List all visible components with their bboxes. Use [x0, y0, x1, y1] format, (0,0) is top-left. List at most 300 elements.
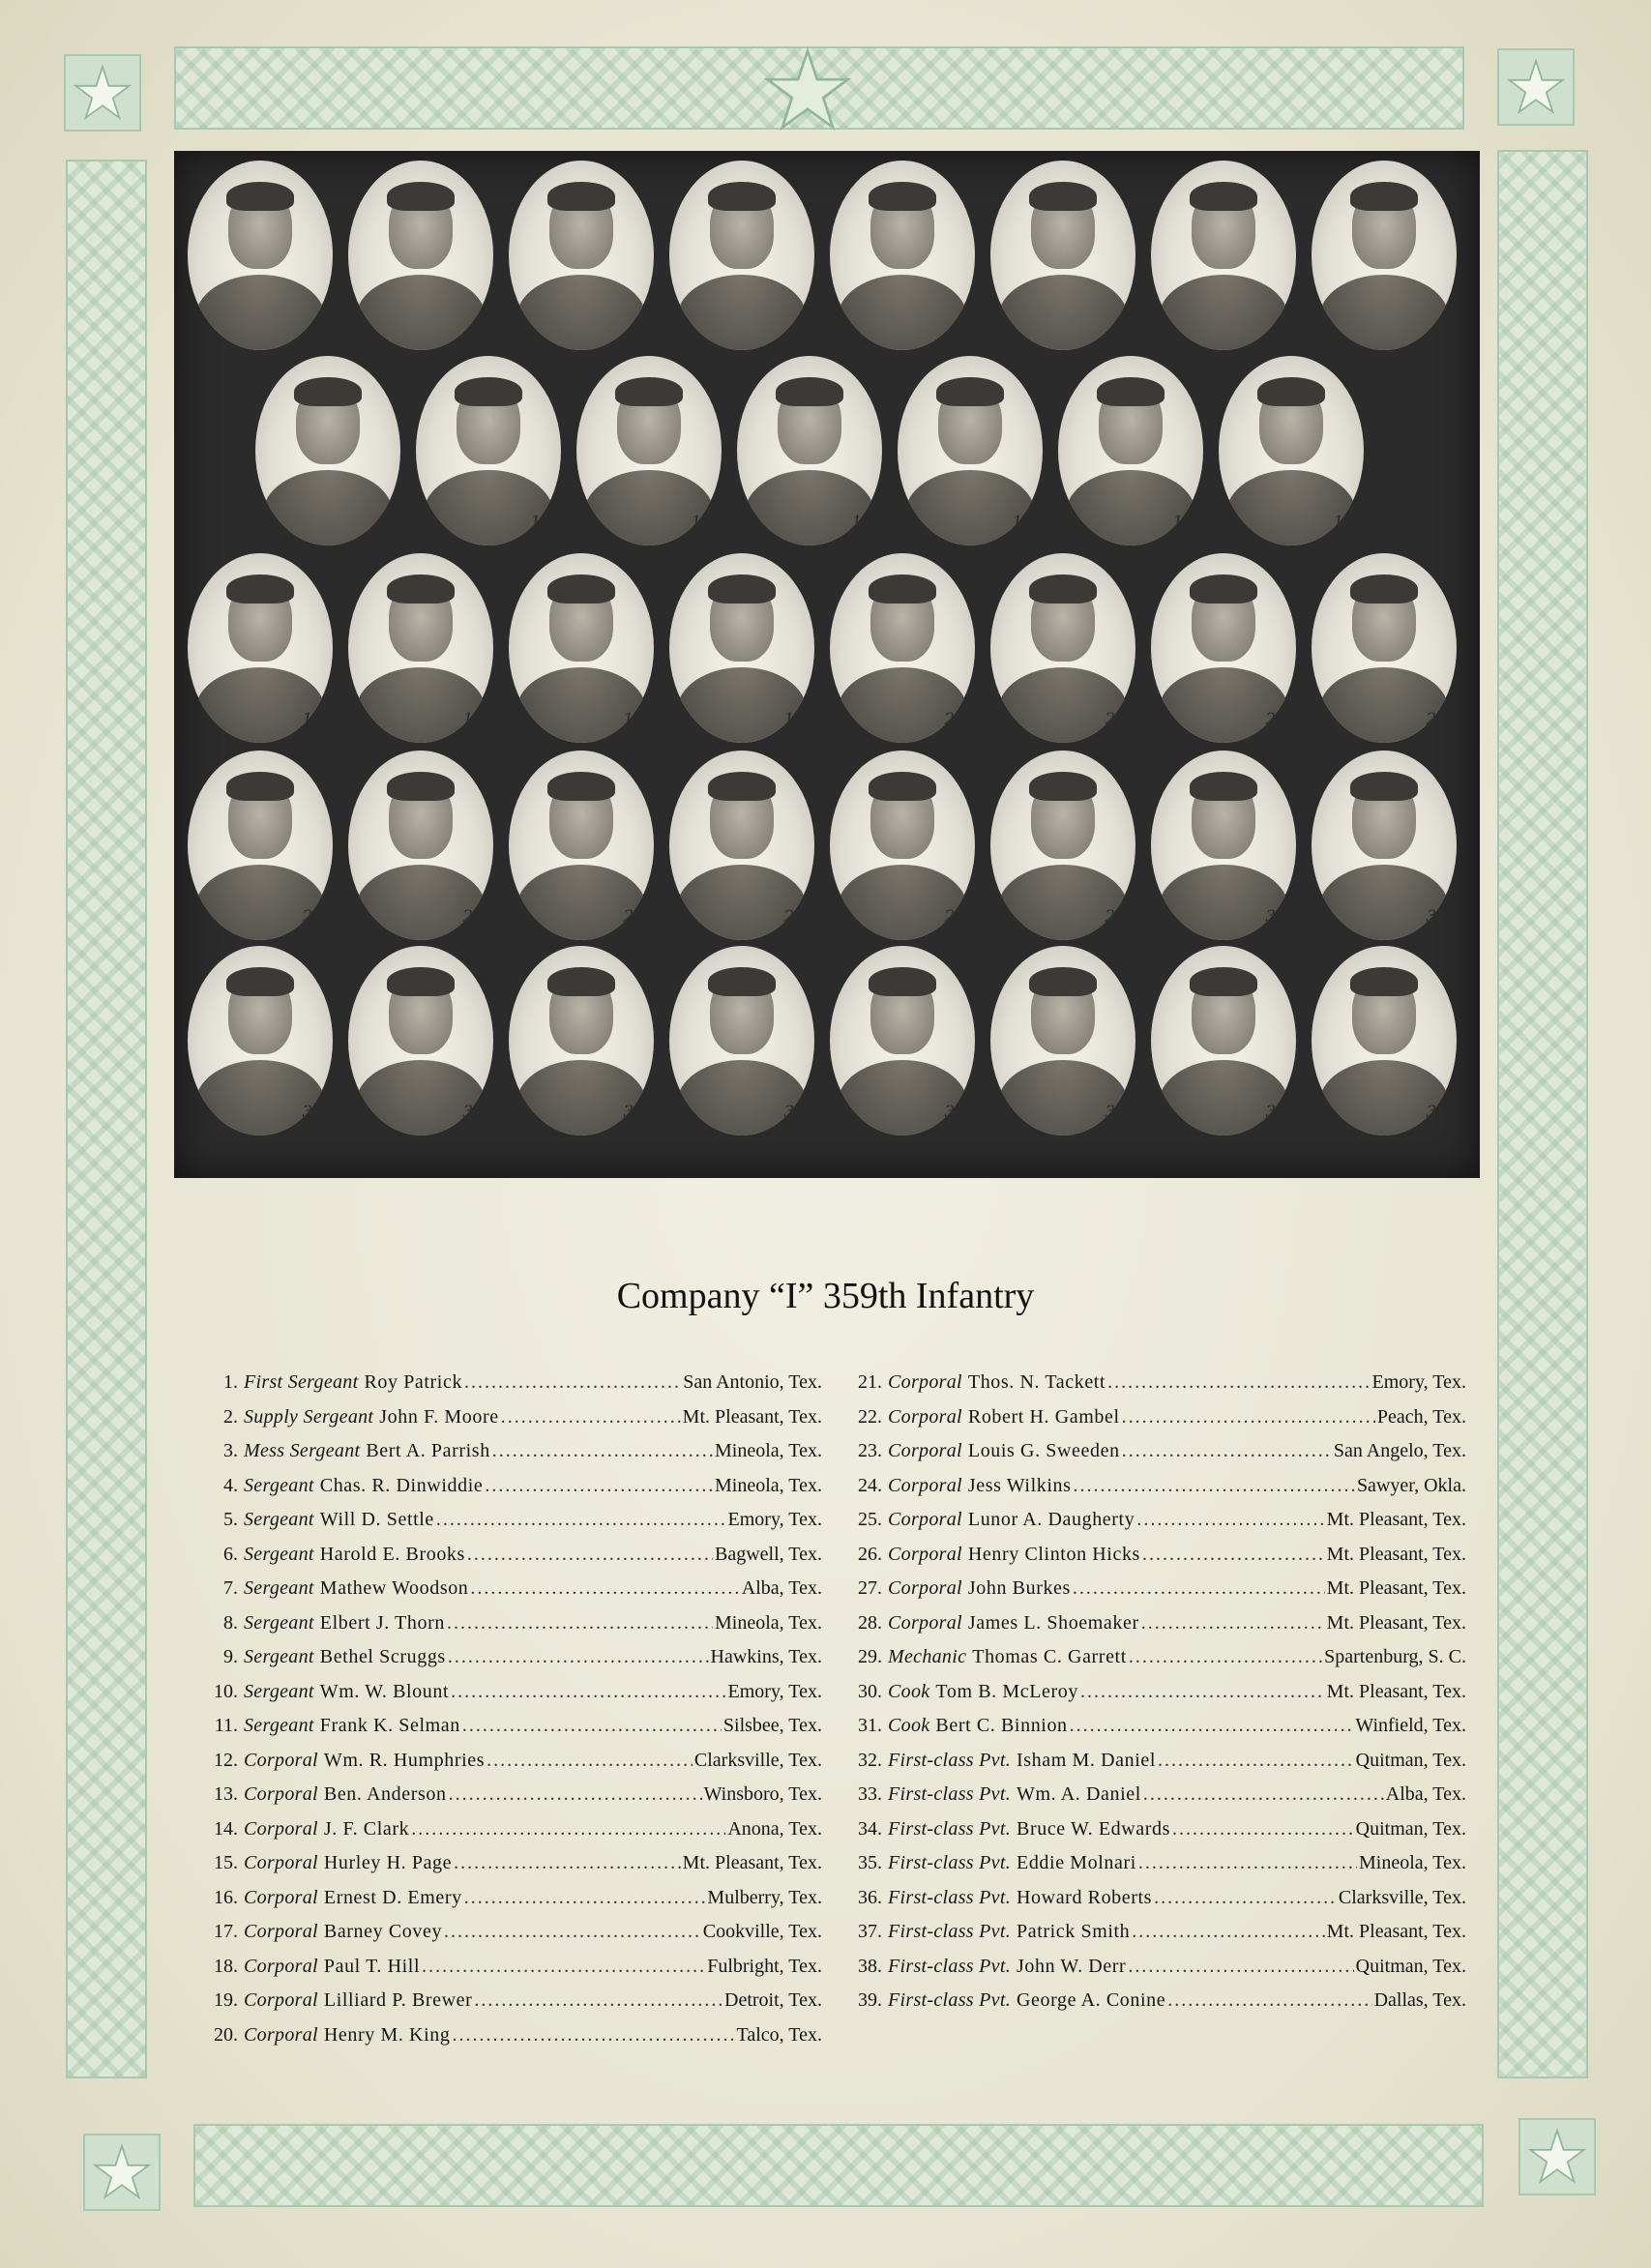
portrait-number: 8: [1436, 317, 1447, 337]
roster-name: Paul T. Hill: [323, 1955, 421, 1977]
roster-entry: [193, 1612, 822, 1647]
portrait-number: 9: [380, 513, 391, 532]
roster-name: Roy Patrick: [364, 1371, 463, 1393]
roster-entry: [193, 1852, 822, 1887]
roster-number: 34.: [858, 1817, 882, 1840]
roster-name: John W. Derr: [1017, 1955, 1127, 1977]
roster-column-right: [838, 1371, 1466, 2024]
soldier-portrait: [830, 751, 975, 940]
roster-name: Barney Covey: [323, 1921, 443, 1942]
roster-hometown: Mineola, Tex.: [715, 1440, 822, 1461]
roster-rank: Sergeant: [244, 1611, 314, 1634]
portrait-number: 36: [944, 1103, 965, 1122]
soldier-portrait: [737, 356, 882, 545]
roster-name: Robert H. Gambel: [967, 1405, 1120, 1428]
roster-number: 20.: [214, 2023, 238, 2046]
roster-hometown: Mineola, Tex.: [715, 1474, 822, 1496]
roster-rank: Corporal: [888, 1440, 962, 1461]
portrait-number: 14: [1172, 513, 1194, 532]
roster-rank: First Sergeant: [244, 1371, 359, 1393]
roster-entry: [838, 1989, 1466, 2024]
dot-leader: [1167, 1989, 1371, 2012]
roster-rank: Corporal: [244, 1955, 318, 1977]
roster-entry: [838, 1956, 1466, 1990]
roster-name: J. F. Clark: [323, 1817, 410, 1840]
soldier-portrait: [255, 356, 400, 545]
roster-rank: Sergeant: [244, 1577, 314, 1599]
roster-hometown: Detroit, Tex.: [724, 1989, 822, 2011]
dot-leader: [485, 1475, 713, 1497]
soldier-portrait: [830, 946, 975, 1135]
roster-rank: First-class Pvt.: [888, 1783, 1012, 1805]
right-border-ornament: [1497, 150, 1588, 2078]
roster-rank: Corporal: [244, 2023, 318, 2046]
roster-entry: [193, 1406, 822, 1441]
roster-number: 8.: [223, 1611, 238, 1634]
roster-name: Bert A. Parrish: [366, 1440, 490, 1461]
roster-number: 35.: [858, 1852, 882, 1873]
roster-entry: [193, 1646, 822, 1681]
portrait-number: 37: [1105, 1103, 1126, 1122]
roster-hometown: Fulbright, Tex.: [707, 1955, 822, 1977]
roster-hometown: San Antonio, Tex.: [683, 1371, 822, 1393]
roster-entry: [193, 1715, 822, 1750]
portrait-number: 6: [1115, 317, 1126, 337]
dot-leader: [1142, 1544, 1325, 1566]
portrait-number: 28: [944, 907, 965, 927]
roster-hometown: Winsboro, Tex.: [703, 1783, 822, 1805]
roster-name: Chas. R. Dinwiddie: [319, 1474, 484, 1496]
dot-leader: [474, 1989, 722, 2012]
roster-name: Elbert J. Thorn: [319, 1611, 445, 1634]
soldier-portrait: [348, 751, 493, 940]
roster-entry: [193, 1989, 822, 2024]
roster-name: Lilliard P. Brewer: [323, 1989, 473, 2011]
dot-leader: [1136, 1509, 1324, 1531]
roster-name: Will D. Settle: [319, 1509, 434, 1530]
roster-name: Thos. N. Tackett: [967, 1371, 1106, 1393]
roster-number: 11.: [214, 1715, 238, 1736]
roster-hometown: Emory, Tex.: [727, 1680, 822, 1702]
roster-rank: Corporal: [244, 1817, 318, 1840]
soldier-portrait: [1312, 161, 1457, 350]
roster-number: 32.: [858, 1749, 882, 1771]
dot-leader: [454, 1852, 681, 1874]
portrait-row: [174, 553, 1480, 747]
roster-entry: [838, 1818, 1466, 1853]
roster-name: Henry M. King: [323, 2023, 451, 2046]
roster-rank: Cook: [888, 1715, 930, 1736]
roster-number: 18.: [214, 1955, 238, 1977]
roster-number: 14.: [214, 1817, 238, 1840]
dot-leader: [1129, 1646, 1322, 1668]
dot-leader: [448, 1646, 709, 1668]
portrait-row: [174, 356, 1480, 549]
roster-rank: Corporal: [244, 1921, 318, 1942]
roster-rank: Corporal: [888, 1405, 962, 1428]
portrait-number: 11: [691, 513, 712, 532]
soldier-portrait: [1312, 946, 1457, 1135]
dot-leader: [1070, 1715, 1354, 1737]
dot-leader: [1073, 1475, 1354, 1497]
roster-name: Wm. A. Daniel: [1017, 1783, 1141, 1805]
dot-leader: [462, 1715, 722, 1737]
dot-leader: [470, 1577, 739, 1600]
roster-number: 3.: [223, 1440, 238, 1461]
soldier-portrait: [990, 553, 1135, 743]
roster-number: 1.: [223, 1371, 238, 1393]
dot-leader: [1132, 1921, 1324, 1943]
roster-rank: Corporal: [244, 1886, 318, 1908]
soldier-portrait: [348, 946, 493, 1135]
roster-rank: First-class Pvt.: [888, 1955, 1012, 1977]
portrait-number: 24: [302, 907, 323, 927]
portrait-number: 32: [302, 1103, 323, 1122]
roster-rank: First-class Pvt.: [888, 1817, 1012, 1840]
soldier-portrait: [1151, 553, 1296, 743]
portrait-number: 35: [783, 1103, 805, 1122]
portrait-number: 10: [530, 513, 551, 532]
dot-leader: [1154, 1887, 1337, 1909]
portrait-number: 29: [1105, 907, 1126, 927]
roster-entry: [838, 1577, 1466, 1612]
roster-name: Bruce W. Edwards: [1017, 1817, 1171, 1840]
portrait-number: 23: [1426, 710, 1447, 729]
roster-number: 15.: [214, 1852, 238, 1873]
roster-number: 21.: [858, 1371, 882, 1393]
roster-rank: Corporal: [244, 1749, 318, 1771]
roster-entry: [838, 1750, 1466, 1784]
roster-rank: Corporal: [888, 1577, 962, 1599]
soldier-portrait: [509, 161, 654, 350]
roster-hometown: Mt. Pleasant, Tex.: [1326, 1921, 1466, 1942]
portrait-number: 12: [851, 513, 872, 532]
roster-hometown: Mineola, Tex.: [715, 1611, 822, 1634]
roster-hometown: Emory, Tex.: [727, 1509, 822, 1530]
roster-entry: [838, 1681, 1466, 1716]
portrait-number: 27: [783, 907, 805, 927]
soldier-portrait: [348, 161, 493, 350]
portrait-number: 30: [1265, 907, 1286, 927]
portrait-number: 13: [1012, 513, 1033, 532]
portrait-number: 33: [462, 1103, 484, 1122]
roster-name: Wm. R. Humphries: [323, 1749, 486, 1771]
portrait-number: 2: [473, 317, 484, 337]
roster-number: 19.: [214, 1989, 238, 2011]
soldier-portrait: [990, 946, 1135, 1135]
roster-entry: [193, 1371, 822, 1406]
portrait-number: 34: [623, 1103, 644, 1122]
roster-entry: [193, 1681, 822, 1716]
roster-number: 12.: [214, 1749, 238, 1771]
roster-hometown: Mt. Pleasant, Tex.: [1326, 1577, 1466, 1599]
soldier-portrait: [1219, 356, 1364, 545]
dot-leader: [464, 1887, 706, 1909]
roster-hometown: Alba, Tex.: [741, 1577, 822, 1599]
roster-name: George A. Conine: [1017, 1989, 1166, 2011]
roster-number: 13.: [214, 1783, 238, 1805]
roster-entry: [838, 1509, 1466, 1544]
dot-leader: [1128, 1956, 1353, 1978]
star-icon: [764, 46, 851, 133]
portrait-number: 15: [1333, 513, 1354, 532]
roster-hometown: Clarksville, Tex.: [1338, 1886, 1466, 1908]
roster-name: John Burkes: [967, 1577, 1071, 1599]
soldier-portrait: [990, 161, 1135, 350]
roster-hometown: Anona, Tex.: [727, 1817, 822, 1840]
roster-hometown: San Angelo, Tex.: [1333, 1440, 1466, 1461]
roster-entry: [193, 1783, 822, 1818]
roster-number: 7.: [223, 1577, 238, 1599]
star-icon: [1518, 2118, 1596, 2195]
roster-entry: [838, 1544, 1466, 1578]
page-title: Company “I” 359th Infantry: [616, 1276, 1035, 1316]
dot-leader: [447, 1612, 713, 1635]
roster-entry: [193, 1577, 822, 1612]
roster-rank: Sergeant: [244, 1543, 314, 1565]
roster-number: 4.: [223, 1474, 238, 1496]
roster-rank: First-class Pvt.: [888, 1989, 1012, 2011]
roster-name: Frank K. Selman: [319, 1715, 460, 1736]
soldier-portrait: [830, 553, 975, 743]
roster-number: 38.: [858, 1955, 882, 1977]
soldier-portrait: [1151, 751, 1296, 940]
roster-name: Ernest D. Emery: [323, 1886, 462, 1908]
roster-name: Wm. W. Blount: [319, 1680, 450, 1702]
roster-hometown: Sawyer, Okla.: [1356, 1474, 1466, 1496]
soldier-portrait: [509, 553, 654, 743]
soldier-portrait: [509, 751, 654, 940]
roster-rank: Mechanic: [888, 1646, 967, 1667]
roster-rank: First-class Pvt.: [888, 1749, 1012, 1771]
roster-name: Howard Roberts: [1017, 1886, 1153, 1908]
soldier-portrait: [188, 751, 333, 940]
roster-name: Tom B. McLeroy: [935, 1680, 1078, 1702]
roster-hometown: Mt. Pleasant, Tex.: [682, 1852, 822, 1873]
roster-hometown: Mt. Pleasant, Tex.: [682, 1405, 822, 1428]
roster-entry: [193, 1956, 822, 1990]
soldier-portrait: [509, 946, 654, 1135]
soldier-portrait: [348, 553, 493, 743]
roster-hometown: Peach, Tex.: [1376, 1405, 1466, 1428]
dot-leader: [451, 1681, 725, 1703]
roster-hometown: Quitman, Tex.: [1355, 1955, 1466, 1977]
portrait-number: 25: [462, 907, 484, 927]
soldier-portrait: [898, 356, 1043, 545]
roster-number: 27.: [858, 1577, 882, 1599]
roster-number: 2.: [223, 1405, 238, 1428]
portrait-number: 26: [623, 907, 644, 927]
dot-leader: [492, 1440, 713, 1462]
roster-hometown: Cookville, Tex.: [702, 1921, 822, 1942]
roster-rank: Sergeant: [244, 1474, 314, 1496]
roster-hometown: Talco, Tex.: [736, 2023, 822, 2046]
dot-leader: [1141, 1612, 1325, 1635]
soldier-portrait: [188, 946, 333, 1135]
roster-hometown: Winfield, Tex.: [1355, 1715, 1466, 1736]
dot-leader: [1143, 1783, 1384, 1806]
roster-name: Eddie Molnari: [1017, 1852, 1136, 1873]
roster-hometown: Mineola, Tex.: [1359, 1852, 1466, 1873]
roster-hometown: Emory, Tex.: [1371, 1371, 1466, 1393]
portrait-collage: [174, 151, 1480, 1178]
soldier-portrait: [669, 161, 814, 350]
roster-rank: Cook: [888, 1680, 930, 1702]
roster-entry: [193, 1509, 822, 1544]
dot-leader: [436, 1509, 726, 1531]
roster-name: Hurley H. Page: [323, 1852, 453, 1873]
roster-entry: [838, 1852, 1466, 1887]
roster-entry: [193, 2024, 822, 2059]
roster-entry: [193, 1818, 822, 1853]
dot-leader: [1138, 1852, 1357, 1874]
portrait-number: 21: [1105, 710, 1126, 729]
portrait-number: 22: [1265, 710, 1286, 729]
roster-rank: First-class Pvt.: [888, 1921, 1012, 1942]
roster-hometown: Quitman, Tex.: [1355, 1817, 1466, 1840]
roster-entry: [838, 1646, 1466, 1681]
roster-number: 5.: [223, 1509, 238, 1530]
roster-entry: [193, 1475, 822, 1510]
roster-hometown: Mt. Pleasant, Tex.: [1326, 1509, 1466, 1530]
roster-number: 6.: [223, 1543, 238, 1565]
roster-number: 33.: [858, 1783, 882, 1805]
roster-number: 28.: [858, 1611, 882, 1634]
roster-rank: Corporal: [888, 1543, 962, 1565]
soldier-portrait: [669, 751, 814, 940]
portrait-number: 5: [955, 317, 965, 337]
dot-leader: [467, 1544, 713, 1566]
roster-number: 16.: [214, 1886, 238, 1908]
roster-entry: [838, 1921, 1466, 1956]
roster-entry: [838, 1371, 1466, 1406]
roster-entry: [193, 1544, 822, 1578]
roster-name: Patrick Smith: [1017, 1921, 1131, 1942]
portrait-number: 3: [634, 317, 644, 337]
roster-rank: Corporal: [888, 1474, 962, 1496]
roster-hometown: Mt. Pleasant, Tex.: [1326, 1611, 1466, 1634]
star-icon: [64, 54, 141, 132]
roster-entry: [193, 1440, 822, 1475]
roster-entry: [838, 1406, 1466, 1441]
roster-name: Bert C. Binnion: [935, 1715, 1068, 1736]
portrait-row: [174, 161, 1480, 354]
roster-hometown: Mulberry, Tex.: [707, 1886, 822, 1908]
roster-name: Henry Clinton Hicks: [967, 1543, 1140, 1565]
soldier-portrait: [188, 553, 333, 743]
roster-rank: First-class Pvt.: [888, 1852, 1012, 1873]
roster-entry: [838, 1612, 1466, 1647]
roster-rank: Corporal: [888, 1371, 962, 1393]
roster-rank: Corporal: [888, 1509, 962, 1530]
roster-name: James L. Shoemaker: [967, 1611, 1139, 1634]
roster-name: John F. Moore: [379, 1405, 499, 1428]
dot-leader: [444, 1921, 701, 1943]
dot-leader: [1172, 1818, 1354, 1841]
dot-leader: [1080, 1681, 1325, 1703]
dot-leader: [422, 1956, 705, 1978]
dot-leader: [1073, 1577, 1325, 1600]
roster-rank: Corporal: [244, 1783, 318, 1805]
soldier-portrait: [830, 161, 975, 350]
roster-name: Louis G. Sweeden: [967, 1440, 1120, 1461]
roster-entry: [193, 1887, 822, 1922]
roster-entry: [838, 1475, 1466, 1510]
portrait-number: 39: [1426, 1103, 1447, 1122]
portrait-row: [174, 751, 1480, 944]
roster-rank: Sergeant: [244, 1509, 314, 1530]
dot-leader: [449, 1783, 702, 1806]
portrait-number: 4: [794, 317, 805, 337]
roster-number: 37.: [858, 1921, 882, 1942]
roster-rank: Corporal: [244, 1852, 318, 1873]
dot-leader: [1107, 1371, 1370, 1394]
soldier-portrait: [669, 946, 814, 1135]
roster-name: Thomas C. Garrett: [972, 1646, 1127, 1667]
roster-number: 24.: [858, 1474, 882, 1496]
roster-rank: Corporal: [244, 1989, 318, 2011]
soldier-portrait: [1312, 751, 1457, 940]
roster-number: 22.: [858, 1405, 882, 1428]
roster-number: 23.: [858, 1440, 882, 1461]
portrait-row: [174, 946, 1480, 1139]
soldier-portrait: [416, 356, 561, 545]
roster-name: Bethel Scruggs: [319, 1646, 446, 1667]
roster-number: 36.: [858, 1886, 882, 1908]
dot-leader: [486, 1750, 693, 1772]
roster-rank: Sergeant: [244, 1680, 314, 1702]
soldier-portrait: [669, 553, 814, 743]
star-icon: [83, 2134, 161, 2211]
roster-hometown: Alba, Tex.: [1385, 1783, 1466, 1805]
roster-hometown: Bagwell, Tex.: [715, 1543, 822, 1565]
roster-number: 29.: [858, 1646, 882, 1667]
roster-column-left: [193, 1371, 822, 2058]
roster-rank: First-class Pvt.: [888, 1886, 1012, 1908]
left-border-ornament: [66, 160, 147, 2078]
roster-hometown: Mt. Pleasant, Tex.: [1326, 1543, 1466, 1565]
roster-name: Jess Wilkins: [967, 1474, 1072, 1496]
soldier-portrait: [990, 751, 1135, 940]
roster-number: 30.: [858, 1680, 882, 1702]
roster-entry: [838, 1715, 1466, 1750]
roster-rank: Sergeant: [244, 1715, 314, 1736]
dot-leader: [452, 2024, 734, 2047]
soldier-portrait: [1151, 161, 1296, 350]
soldier-portrait: [1058, 356, 1203, 545]
portrait-number: 19: [783, 710, 805, 729]
portrait-number: 1: [312, 317, 323, 337]
dot-leader: [1158, 1750, 1354, 1772]
portrait-number: 31: [1426, 907, 1447, 927]
dot-leader: [1122, 1440, 1332, 1462]
roster-entry: [838, 1440, 1466, 1475]
roster-name: Mathew Woodson: [319, 1577, 469, 1599]
soldier-portrait: [188, 161, 333, 350]
roster-rank: Sergeant: [244, 1646, 314, 1667]
roster-number: 26.: [858, 1543, 882, 1565]
dot-leader: [464, 1371, 681, 1394]
dot-leader: [501, 1406, 681, 1429]
soldier-portrait: [576, 356, 722, 545]
roster-number: 10.: [214, 1680, 238, 1702]
roster-name: Isham M. Daniel: [1017, 1749, 1156, 1771]
soldier-portrait: [1312, 553, 1457, 743]
bottom-border-ornament: [193, 2124, 1484, 2207]
roster-entry: [193, 1750, 822, 1784]
roster-hometown: Silsbee, Tex.: [722, 1715, 822, 1736]
roster-hometown: Clarksville, Tex.: [693, 1749, 822, 1771]
